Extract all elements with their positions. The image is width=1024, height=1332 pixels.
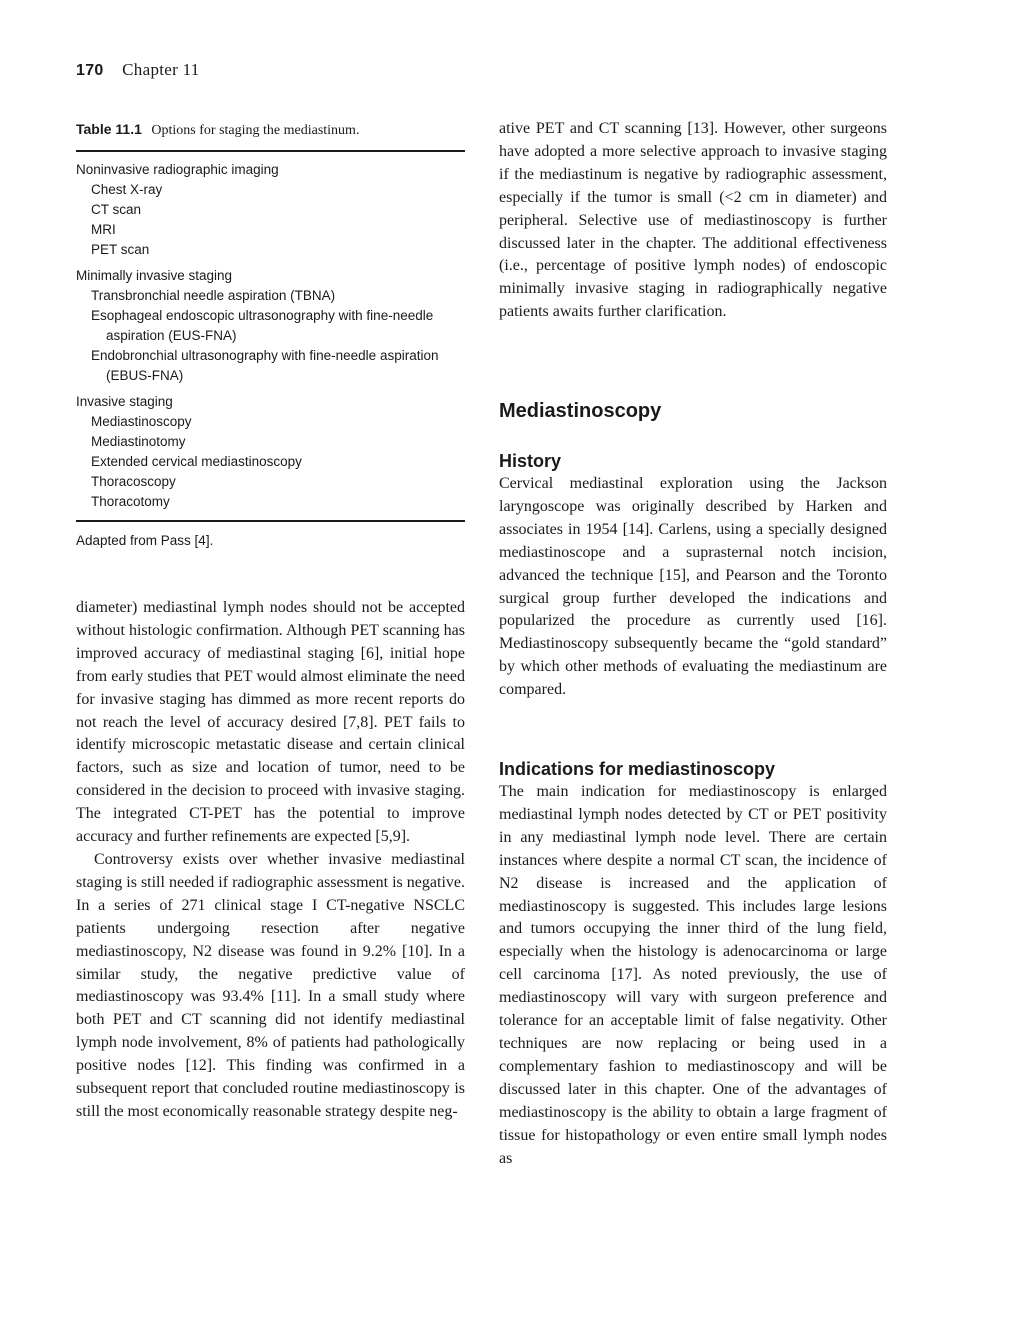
subsection-heading: History <box>499 451 562 471</box>
indications-section <box>499 757 887 1170</box>
table-item: Thoracoscopy <box>91 474 176 489</box>
body-paragraph: diameter) mediastinal lymph nodes should not be accepted without histologic confirmation. Although PET scanning has improved accuracy of mediastinal staging [6], initial hope from early studies that PET would almost eliminate the need for invasive staging has dimmed as more recent reports do not reach the level of accuracy desired [7,8]. PET fails to identify microscopic metastatic disease and certain clinical factors, such as size and location of tumor, need to be considered in the decision to proceed with invasive staging. The integrated CT-PET has the potential to improve accuracy and further refinements are expected [5,9]. <box>76 599 465 846</box>
page-number: 170 <box>76 62 104 79</box>
left-column-text <box>76 597 465 1124</box>
table-source-note: Adapted from Pass [4]. <box>76 533 214 548</box>
table-item: Thoracotomy <box>91 494 170 509</box>
table-item: PET scan <box>91 242 150 257</box>
table-label: Table 11.1 <box>76 121 142 137</box>
chapter-title: Chapter 11 <box>122 60 200 79</box>
body-paragraph: Controversy exists over whether invasive mediastinal staging is still needed if radiographic assessment is negative. In a series of 271 clinical stage I CT-negative NSCLC patients undergoing resection after negative mediastinoscopy, N2 disease was found in 9.2% [10]. In a similar study, the negative predictive value of mediastinoscopy was 93.4% [11]. In a small study where both PET and CT scanning did not identify mediastinal lymph node involvement, 8% of patients had pathologically positive nodes [12]. This finding was confirmed in a subsequent report that concluded routine mediastinoscopy is still the most economically reasonable strategy despite neg- <box>76 850 465 1120</box>
table-item: Extended cervical mediastinoscopy <box>91 454 302 469</box>
table-top-rule <box>76 150 465 152</box>
history-section <box>499 449 887 702</box>
table-group <box>76 160 457 260</box>
table-group-title: Noninvasive radiographic imaging <box>76 162 279 177</box>
table-body <box>76 160 457 512</box>
table-group <box>76 392 457 512</box>
table-item: Esophageal endoscopic ultrasonography with fine-needle aspiration (EUS-FNA) <box>91 308 434 343</box>
table-item: Mediastinotomy <box>91 434 186 449</box>
table-item: Transbronchial needle aspiration (TBNA) <box>91 288 336 303</box>
table-group <box>76 266 457 386</box>
body-paragraph: ative PET and CT scanning [13]. However, other surgeons have adopted a more selective approach to invasive staging if the mediastinum is negative by radiographic assessment, especially if the tumor is small (<2 cm in diameter) and peripheral. Selective use of mediastinoscopy is further discussed later in the chapter. The additional effectiveness (i.e., percentage of positive lymph nodes) of endoscopic minimally invasive staging in radiographically negative patients awaits further clarification. <box>499 120 887 321</box>
table-group-title: Minimally invasive staging <box>76 268 233 283</box>
table-item: MRI <box>91 222 116 237</box>
table-caption <box>76 118 465 142</box>
table-bottom-rule <box>76 520 465 522</box>
body-paragraph: The main indication for mediastinoscopy is enlarged mediastinal lymph nodes detected by CT or PET positivity in any mediastinal lymph node level. There are certain instances where despite a normal CT scan, the incidence of N2 disease is increased and the application of mediastinoscopy is suggested. This includes large lesions and tumors occupying the inner third of the lung field, especially when the histology is adenocarcinoma or large cell carcinoma [17]. As noted previously, the use of mediastinoscopy will vary with surgeon preference and tolerance for an acceptable limit of false negativity. Other techniques are now replacing or being used in a complementary fashion to mediastinoscopy and will be discussed later in this chapter. One of the advantages of mediastinoscopy is the ability to obtain a large fragment of tissue for histopathology or even entire small lymph nodes as <box>499 783 887 1167</box>
table-11-1 <box>76 118 465 551</box>
table-item: CT scan <box>91 202 142 217</box>
table-group-title: Invasive staging <box>76 394 173 409</box>
table-caption-text: Options for staging the mediastinum. <box>151 123 360 138</box>
right-column-intro <box>499 118 887 324</box>
body-paragraph: Cervical mediastinal exploration using the Jackson laryngoscope was originally described by Harken and associates in 1954 [14]. Carlens, using a specially designed mediastinoscope and a suprasternal notch incision, advanced the technique [15], and Pearson and the Toronto surgical group further developed the indications and popularized the procedure as currently used [16]. Mediastinoscopy subsequently became the “gold standard” by which other methods of evaluating the mediastinum are compared. <box>499 475 887 699</box>
table-item: Endobronchial ultrasonography with fine-needle aspiration (EBUS-FNA) <box>91 348 439 383</box>
subsection-heading: Indications for mediastinoscopy <box>499 759 776 779</box>
table-item: Chest X-ray <box>91 182 163 197</box>
table-item: Mediastinoscopy <box>91 414 192 429</box>
running-header <box>76 60 200 80</box>
section-heading: Mediastinoscopy <box>499 400 662 422</box>
